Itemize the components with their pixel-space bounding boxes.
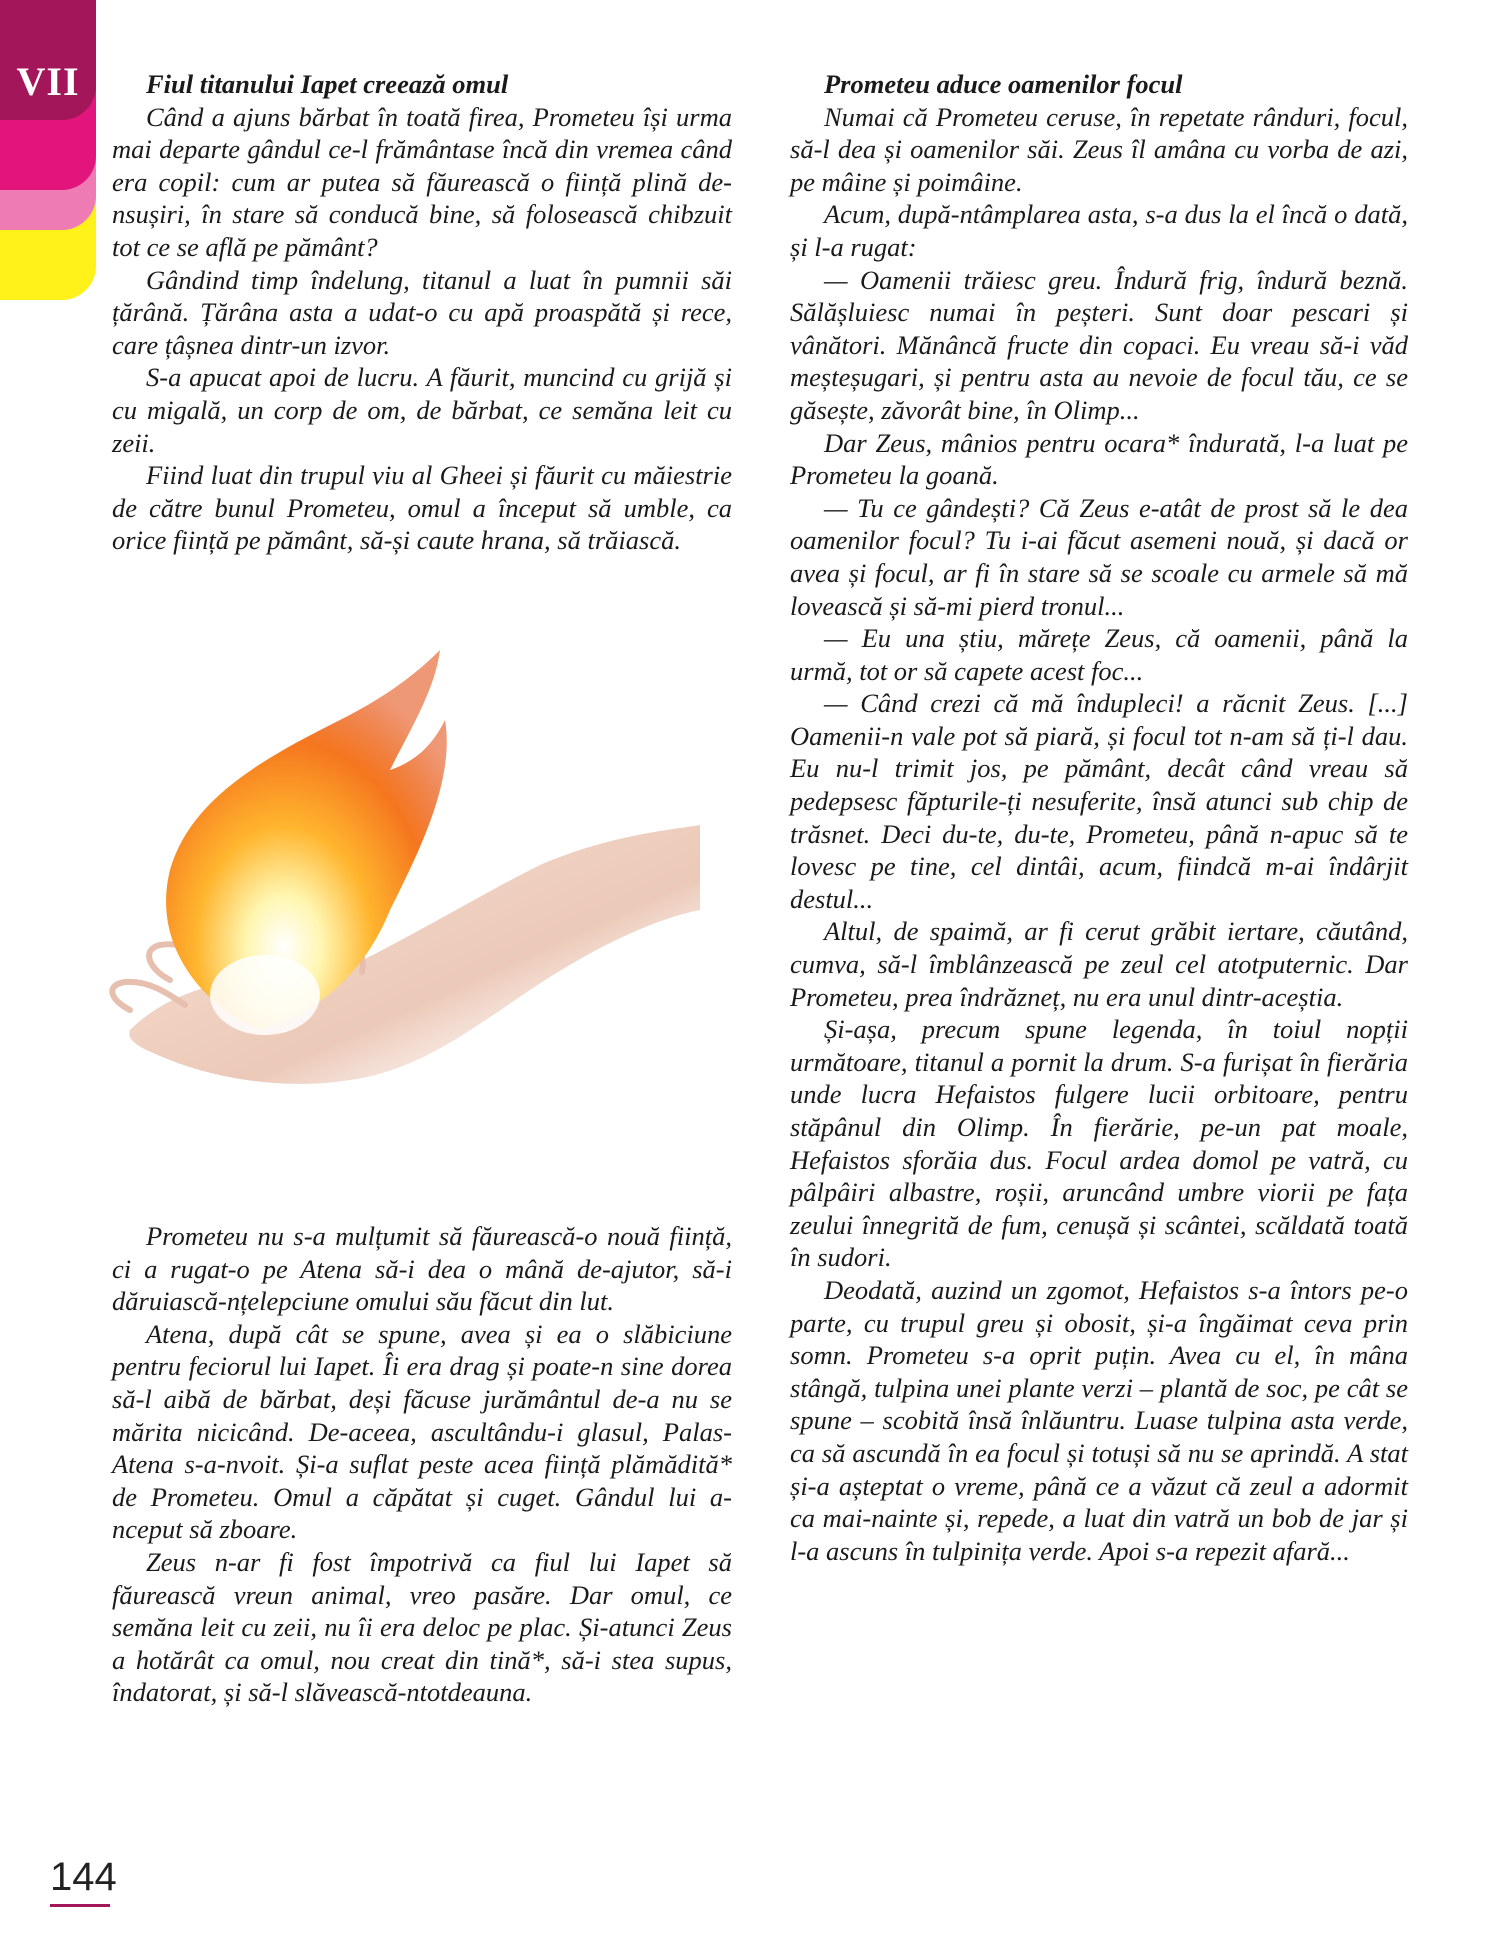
- hand-with-flame-icon: [90, 650, 700, 1130]
- paragraph: — Tu ce gândești? Că Zeus e-atât de prost să le dea oamenilor focul? Tu i-ai făcut asemeni nouă, și dacă or avea și focul, ar fi în stare să se scoale cu armele să mă lovească și să-mi pierd tronul...: [790, 492, 1408, 621]
- paragraph: Acum, după-ntâmplarea asta, s-a dus la el încă o dată, și l-a rugat:: [790, 199, 1408, 262]
- chapter-tab: [0, 0, 96, 300]
- left-heading: Fiul titanului Iapet creează omul: [146, 69, 509, 99]
- right-heading: Prometeu aduce oamenilor focul: [824, 69, 1183, 99]
- paragraph: Când a ajuns bărbat în toată firea, Prometeu își urma mai departe gândul ce-l frământase încă din vremea când era copil: cum ar putea să făurească o ființă plină de-nsușiri, în stare să conducă bine, să folosească chibzuit tot ce se află pe pământ?: [112, 101, 732, 262]
- paragraph: Dar Zeus, mânios pentru ocara* îndurată, l-a luat pe Prometeu la goană.: [790, 427, 1408, 491]
- page-number-rule: [50, 1904, 110, 1907]
- paragraph: — Eu una știu, mărețe Zeus, că oamenii, până la urmă, tot or să capete acest foc...: [790, 623, 1408, 686]
- paragraph: Zeus n-ar fi fost împotrivă ca fiul lui Iapet să făurească vreun animal, vreo pasăre. Dar omul, ce semăna leit cu zeii, nu îi era deloc pe plac. Și-atunci Zeus a hotărât ca omul, nou creat din tină*, să-i stea supus, îndatorat, și să-l slăvească-ntotdeauna.: [112, 1546, 732, 1708]
- paragraph: Atena, după cât se spune, avea și ea o slăbiciune pentru feciorul lui Iapet. Îi era drag și poate-n sine dorea să-l aibă de bărbat, deși făcuse jurământul de-a nu se mărita nicicând. De-aceea, ascultându-i glasul, Palas-Atena s-a-nvoit. Și-a suflat peste acea ființă plămădită* de Prometeu. Omul a căpătat și cuget. Gândul lui a-nceput să zboare.: [112, 1318, 732, 1545]
- paragraph: Și-așa, precum spune legenda, în toiul nopții următoare, titanul a pornit la drum. S-a furișat în fierăria unde lucra Hefaistos fulgere lucii orbitoare, pentru stăpânul din Olimp. În fierărie, pe-un pat moale, Hefaistos sforăia dus. Focul ardea domol pe vatră, cu pâlpâiri albastre, roșii, aruncând umbre viorii pe fața zeului înnegrită de fum, cenușă și scântei, scăldată toată în sudori.: [790, 1014, 1408, 1273]
- paragraph: — Când crezi că mă înduplеci! a răcnit Zeus. [...] Oamenii-n vale pot să piară, și focul tot n-am să ți-l dau. Eu nu-l trimit jos, pe pământ, decât când vreau să pedepsesc făpturile-ți nesuferite, însă atunci sub chip de trăsnet. Deci du-te, du-te, Prometeu, până n-apuc să te lovesc pe tine, cel dintâi, acum, fiindcă m-ai îndârjit destul...: [790, 688, 1408, 914]
- paragraph: Numai că Prometeu ceruse, în repetate rânduri, focul, să-l dea și oamenilor săi. Zeus îl amâna cu vorba de azi, pe mâine și poimâine.: [790, 101, 1408, 197]
- paragraph: Altul, de spaimă, ar fi cerut grăbit iertare, căutând, cumva, să-l îmblânzească pe zeul cel atotputernic. Dar Prometeu, prea îndrăzneț, nu era unul dintr-aceștia.: [790, 916, 1408, 1012]
- paragraph: Gândind timp îndelung, titanul a luat în pumnii săi țărână. Țărâna asta a udat-o cu apă proaspătă și rece, care țâșnea dintr-un izvor.: [112, 264, 732, 360]
- paragraph: S-a apucat apoi de lucru. A făurit, muncind cu grijă și cu migală, un corp de om, de bărbat, ce semăna leit cu zeii.: [112, 362, 732, 458]
- paragraph: Fiind luat din trupul viu al Gheei și făurit cu măiestrie de către bunul Prometeu, omul a început să umble, ca orice ființă pe pământ, să-și caute hrana, să trăiască.: [112, 460, 732, 556]
- left-column: [112, 68, 732, 557]
- paragraph: Deodată, auzind un zgomot, Hefaistos s-a întors pe-o parte, cu trupul greu și obosit, și-a îngăimat ceva prin somn. Prometeu s-a oprit puțin. Avea cu el, în mâna stângă, tulpina unei plante verzi – plantă de soc, pe cât se spune – scobită însă înlăuntru. Luase tulpina asta verde, ca să ascundă în ea focul și totuși să nu se aprindă. A stat și-a așteptat o vreme, până ce a văzut că zeul a adormit ca mai-nainte și, repede, a luat din vatră un bob de jar și l-a ascuns în tulpinița verde. Apoi s-a repezit afară...: [790, 1274, 1408, 1566]
- paragraph: — Oamenii trăiesc greu. Îndură frig, îndură beznă. Sălășluiesc numai în peșteri. Sunt doar pescari și vânători. Mănâncă fructe din copaci. Eu vreau să-i văd meșteșugari, și pentru asta au nevoie de focul tău, ce se găsește, zăvorât bine, în Olimp...: [790, 264, 1408, 425]
- right-column: [790, 68, 1408, 1567]
- paragraph: Prometeu nu s-a mulțumit să făurească-o nouă ființă, ci a rugat-o pe Atena să-i dea o mână de-ajutor, să-i dăruiască-nțelepciune omului său făcut din lut.: [112, 1221, 732, 1317]
- page-number: 144: [50, 1855, 117, 1899]
- chapter-number: VII: [16, 59, 80, 104]
- left-column-bottom: [112, 1220, 732, 1709]
